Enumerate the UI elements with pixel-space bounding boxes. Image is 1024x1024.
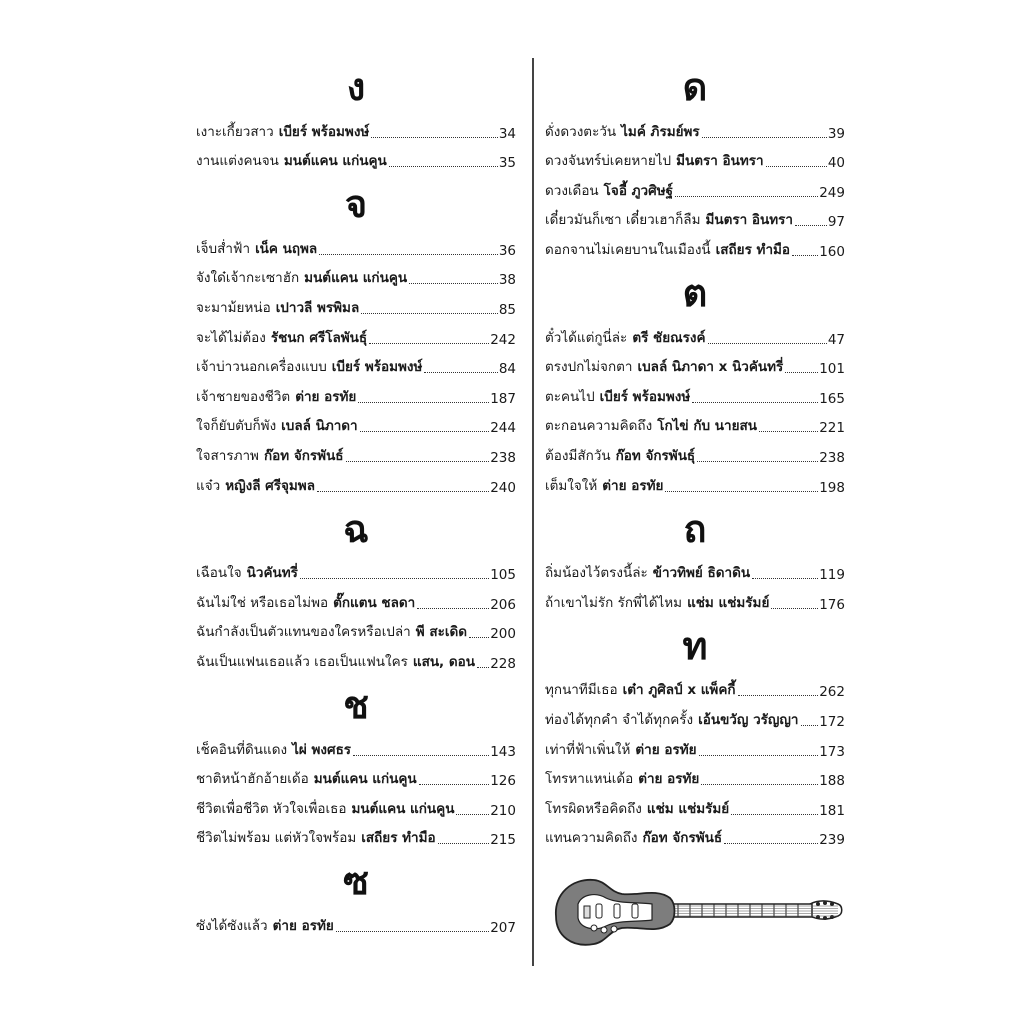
index-entry xyxy=(545,377,845,407)
song-title: ดอกจานไม่เคยบานในเมืองนี้ xyxy=(545,241,711,258)
index-entry xyxy=(545,201,845,231)
page-number: 97 xyxy=(827,214,845,231)
artist-name: แสน, ดอน xyxy=(412,653,475,670)
section-letter: ฉ xyxy=(343,505,369,551)
song-title: เต็มใจให้ xyxy=(545,477,598,494)
page-number: 143 xyxy=(490,743,516,760)
page-number: 173 xyxy=(819,743,845,760)
song-title: ตะกอนความคิดถึง xyxy=(545,418,653,435)
artist-name: มนต์แคน แก่นคูน xyxy=(313,771,417,788)
leader-dots xyxy=(708,343,827,344)
index-entry xyxy=(196,377,516,407)
artist-name: มนต์แคน แก่นคูน xyxy=(283,153,387,170)
page-number: 249 xyxy=(819,184,845,201)
page-number: 40 xyxy=(827,155,845,172)
page-number: 39 xyxy=(827,125,845,142)
artist-name: ตรี ชัยณรงค์ xyxy=(632,329,706,346)
index-entry xyxy=(196,789,516,819)
index-section xyxy=(196,179,516,503)
artist-name: มนต์แคน แก่นคูน xyxy=(304,270,408,287)
page-number: 262 xyxy=(819,684,845,701)
artist-name: ข้าวทิพย์ ธิดาดิน xyxy=(652,565,751,582)
song-title: เดี๋ยวมันก็เซา เดี๋ยวเฮาก็ลืม xyxy=(545,212,701,229)
artist-name: เบลล์ นิภาดา xyxy=(281,418,358,435)
page-number: 242 xyxy=(490,331,516,348)
artist-name: ต่าย อรทัย xyxy=(638,771,700,788)
page-number: 34 xyxy=(498,125,516,142)
artist-name: ไมค์ ภิรมย์พร xyxy=(621,123,700,140)
leader-dots xyxy=(438,843,490,844)
page-number: 176 xyxy=(819,596,845,613)
section-letter: ด xyxy=(682,64,708,109)
index-entry xyxy=(545,730,845,760)
song-title: โทรผิดหรือคิดถึง xyxy=(545,800,642,817)
page-number: 221 xyxy=(819,420,845,437)
leader-dots xyxy=(702,137,827,138)
section-letter: จ xyxy=(344,181,368,227)
index-section xyxy=(196,856,516,944)
leader-dots xyxy=(801,725,819,726)
leader-dots xyxy=(419,784,490,785)
index-entry xyxy=(196,730,516,760)
artist-name: ต่าย อรทัย xyxy=(635,741,697,758)
page-number: 244 xyxy=(490,420,516,437)
leader-dots xyxy=(300,578,489,579)
page-number: 240 xyxy=(490,479,516,496)
leader-dots xyxy=(759,431,818,432)
song-title: จังใด๋เจ้ากะเซาฮัก xyxy=(196,270,300,287)
index-entry xyxy=(196,819,516,849)
index-section xyxy=(196,680,516,856)
page-number: 165 xyxy=(819,390,845,407)
song-title: ชีวิตไม่พร้อม แต่หัวใจพร้อม xyxy=(196,830,357,847)
leader-dots xyxy=(665,491,818,492)
page-number: 172 xyxy=(819,713,845,730)
index-entry xyxy=(545,318,845,348)
index-entry xyxy=(545,466,845,496)
artist-name: ก๊อท จักรพันธ์ xyxy=(642,830,723,847)
index-entry xyxy=(545,407,845,437)
leader-dots xyxy=(675,196,818,197)
leader-dots xyxy=(477,667,489,668)
song-title: เจ้าบ่าวนอกเครื่องแบบ xyxy=(196,359,327,376)
artist-name: เอ้นขวัญ วรัญญา xyxy=(698,711,799,728)
index-column-right xyxy=(545,62,845,856)
leader-dots xyxy=(692,402,818,403)
artist-name: โกไข่ กับ นายสน xyxy=(657,418,757,435)
index-section xyxy=(545,62,845,268)
leader-dots xyxy=(792,255,818,256)
song-title: เจ้าชายของชีวิต xyxy=(196,388,291,405)
leader-dots xyxy=(771,608,818,609)
song-title: ตรงปกไม่จกตา xyxy=(545,359,633,376)
index-entry xyxy=(545,760,845,790)
page-number: 119 xyxy=(819,567,845,584)
leader-dots xyxy=(369,343,489,344)
page-number: 85 xyxy=(498,301,516,318)
song-title: เช็คอินที่ดินแดง xyxy=(196,741,288,758)
index-entry xyxy=(196,259,516,289)
page-number: 239 xyxy=(819,832,845,849)
page-number: 215 xyxy=(490,832,516,849)
leader-dots xyxy=(358,402,489,403)
song-title: ท่องได้ทุกคำ จำได้ทุกครั้ง xyxy=(545,711,694,728)
song-title: ชีวิตเพื่อชีวิต หัวใจเพื่อเธอ xyxy=(196,800,347,817)
index-entry xyxy=(545,436,845,466)
song-title: ฉันไม่ใช่ หรือเธอไม่พอ xyxy=(196,594,329,611)
section-letter: ช xyxy=(343,681,369,727)
artist-name: ต่าย อรทัย xyxy=(602,477,664,494)
song-title: ถิ่มน้องไว้ตรงนี้ล่ะ xyxy=(545,565,648,582)
page-number: 188 xyxy=(819,773,845,790)
index-entry xyxy=(196,142,516,172)
page-number: 84 xyxy=(498,361,516,378)
song-title: ฉันเป็นแฟนเธอแล้ว เธอเป็นแฟนใคร xyxy=(196,653,408,670)
index-entry xyxy=(196,436,516,466)
page-number: 207 xyxy=(490,919,516,936)
index-entry xyxy=(545,171,845,201)
index-entry xyxy=(196,554,516,584)
artist-name: เบียร์ พร้อมพงษ์ xyxy=(331,359,423,376)
artist-name: เต๋า ภูศิลป์ x แพ็คกี้ xyxy=(622,682,736,699)
leader-dots xyxy=(319,254,498,255)
song-title: ฉันกำลังเป็นตัวแทนของใครหรือเปล่า xyxy=(196,624,411,641)
page-number: 101 xyxy=(819,361,845,378)
index-entry xyxy=(545,142,845,172)
leader-dots xyxy=(409,283,498,284)
page-number: 206 xyxy=(490,596,516,613)
leader-dots xyxy=(336,931,489,932)
artist-name: แช่ม แช่มรัมย์ xyxy=(646,800,730,817)
leader-dots xyxy=(724,843,818,844)
leader-dots xyxy=(795,225,827,226)
leader-dots xyxy=(317,491,489,492)
page-number: 181 xyxy=(819,802,845,819)
index-entry xyxy=(545,789,845,819)
artist-name: แช่ม แช่มรัมย์ xyxy=(687,594,770,611)
index-entry xyxy=(196,112,516,142)
leader-dots xyxy=(738,695,819,696)
artist-name: พี สะเดิด xyxy=(415,624,467,641)
song-title: ซังได้ซังแล้ว xyxy=(196,917,268,934)
artist-name: นิวคันทรี่ xyxy=(246,565,298,582)
page-number: 228 xyxy=(490,655,516,672)
index-column-left xyxy=(196,62,516,944)
index-entry xyxy=(196,466,516,496)
index-entry xyxy=(196,583,516,613)
artist-name: มนต์แคน แก่นคูน xyxy=(351,800,455,817)
section-letter: ท xyxy=(682,622,708,668)
leader-dots xyxy=(456,814,489,815)
page-number: 160 xyxy=(819,243,845,260)
artist-name: ไผ่ พงศธร xyxy=(292,741,352,758)
artist-name: เบียร์ พร้อมพงษ์ xyxy=(599,388,691,405)
leader-dots xyxy=(699,755,819,756)
artist-name: มีนตรา อินทรา xyxy=(705,212,793,229)
page-number: 210 xyxy=(490,802,516,819)
leader-dots xyxy=(346,461,490,462)
song-title: เงาะเกี้ยวสาว xyxy=(196,123,274,140)
song-title: จะมาม้ยหน่อ xyxy=(196,299,271,316)
index-section xyxy=(545,504,845,621)
leader-dots xyxy=(361,313,498,314)
artist-name: เสถียร ทำมือ xyxy=(715,241,791,258)
leader-dots xyxy=(731,814,818,815)
page-number: 36 xyxy=(498,242,516,259)
artist-name: เบียร์ พร้อมพงษ์ xyxy=(278,123,370,140)
page-number: 38 xyxy=(498,272,516,289)
page-number: 126 xyxy=(490,773,516,790)
song-title: เท่าที่ฟ้าเพิ่นให้ xyxy=(545,741,631,758)
index-section xyxy=(545,621,845,857)
index-entry xyxy=(545,700,845,730)
artist-name: รัชนก ศรีโลพันธุ์ xyxy=(270,329,368,346)
artist-name: หญิงลี ศรีจุมพล xyxy=(225,477,315,494)
index-entry xyxy=(196,642,516,672)
electric-guitar-icon xyxy=(548,864,844,960)
song-title: โทรหาแหน่เด้อ xyxy=(545,771,634,788)
song-title: จะได้ไม่ต้อง xyxy=(196,329,266,346)
artist-name: โจอี้ ภูวศิษฐ์ xyxy=(603,182,674,199)
index-entry xyxy=(196,318,516,348)
index-entry xyxy=(196,760,516,790)
index-entry xyxy=(545,348,845,378)
artist-name: เน็ค นฤพล xyxy=(255,240,318,257)
index-entry xyxy=(196,407,516,437)
index-entry xyxy=(545,112,845,142)
index-entry xyxy=(196,229,516,259)
artist-name: เปาวลี พรพิมล xyxy=(275,299,360,316)
page-number: 47 xyxy=(827,331,845,348)
leader-dots xyxy=(360,431,490,432)
leader-dots xyxy=(785,372,818,373)
leader-dots xyxy=(371,137,498,138)
index-section xyxy=(196,504,516,680)
index-entry xyxy=(545,230,845,260)
song-title: ดวงจันทร์บ่เคยหายไป xyxy=(545,153,672,170)
artist-name: เบลล์ นิภาดา x นิวคันทรี่ xyxy=(637,359,784,376)
index-entry xyxy=(196,613,516,643)
artist-name: ก๊อท จักรพันธุ์ xyxy=(615,447,696,464)
artist-name: ต่าย อรทัย xyxy=(295,388,357,405)
index-entry xyxy=(196,906,516,936)
index-entry xyxy=(545,583,845,613)
song-title: ใจสารภาพ xyxy=(196,447,259,464)
song-title: ตั๋วได้แต่กูนี่ล่ะ xyxy=(545,329,628,346)
song-title: แทนความคิดถึง xyxy=(545,830,638,847)
index-section xyxy=(196,62,516,179)
song-title: ตะคนไป xyxy=(545,388,595,405)
index-entry xyxy=(196,348,516,378)
leader-dots xyxy=(417,608,489,609)
song-title: ถ้าเขาไม่รัก รักพี่ได้ไหม xyxy=(545,594,683,611)
leader-dots xyxy=(353,755,489,756)
leader-dots xyxy=(697,461,818,462)
page-number: 238 xyxy=(819,449,845,466)
page-number: 35 xyxy=(498,155,516,172)
section-letter: ง xyxy=(346,64,366,109)
page-number: 187 xyxy=(490,390,516,407)
index-entry xyxy=(545,554,845,584)
song-title: ชาติหน้าฮักอ้ายเด้อ xyxy=(196,771,309,788)
page-number: 105 xyxy=(490,567,516,584)
artist-name: ต่าย อรทัย xyxy=(272,917,334,934)
song-title: แจ๋ว xyxy=(196,477,221,494)
song-title: ดวงเดือน xyxy=(545,182,599,199)
leader-dots xyxy=(701,784,818,785)
song-title: ดั่งดวงตะวัน xyxy=(545,123,617,140)
artist-name: เสถียร ทำมือ xyxy=(361,830,436,847)
song-title: เฉือนใจ xyxy=(196,565,242,582)
page-number: 238 xyxy=(490,449,516,466)
song-title: เจ็บส่ำฟ้า xyxy=(196,240,251,257)
artist-name: มีนตรา อินทรา xyxy=(676,153,764,170)
leader-dots xyxy=(469,637,489,638)
leader-dots xyxy=(766,166,827,167)
section-letter: ต xyxy=(682,269,708,315)
section-letter: ซ xyxy=(343,858,369,904)
section-letter: ถ xyxy=(683,505,707,551)
index-entry xyxy=(545,671,845,701)
song-title: ต้องมีสักวัน xyxy=(545,447,611,464)
page-number: 198 xyxy=(819,479,845,496)
leader-dots xyxy=(389,166,498,167)
song-title: ทุกนาทีมีเธอ xyxy=(545,682,618,699)
page-number: 200 xyxy=(490,626,516,643)
leader-dots xyxy=(752,578,818,579)
song-title: งานแต่งคนจน xyxy=(196,153,279,170)
index-entry xyxy=(545,819,845,849)
artist-name: ก๊อท จักรพันธ์ xyxy=(263,447,344,464)
song-title: ใจก็ยับตับก็พัง xyxy=(196,418,277,435)
index-section xyxy=(545,268,845,504)
column-divider xyxy=(532,58,534,966)
leader-dots xyxy=(424,372,497,373)
index-entry xyxy=(196,288,516,318)
artist-name: ตั๊กแตน ชลดา xyxy=(333,594,416,611)
